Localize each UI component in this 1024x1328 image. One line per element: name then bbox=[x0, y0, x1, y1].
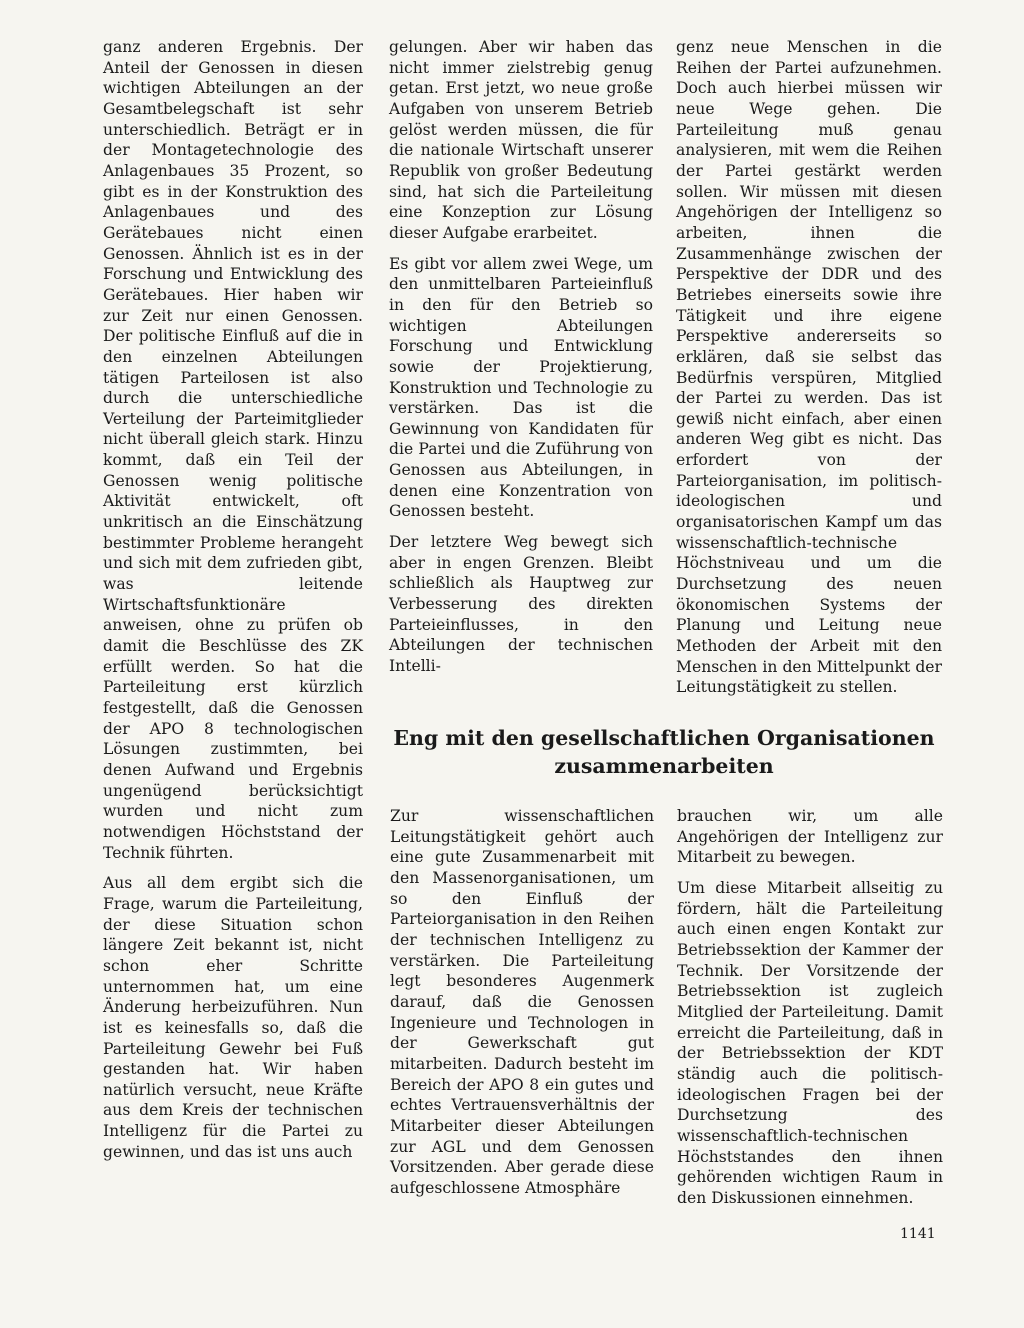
paragraph: Zur wissenschaftlichen Leitungstätigkeit gehört auch eine gute Zusammenarbeit mit den Massenorganisationen, um so den Einfluß der Parteiorganisation in den Reihen der technischen Intelligenz zu verstärken. Die Parteileitung legt besonderes Augenmerk darauf, daß die Genossen Ingenieure und Technologen in der Gewerkschaft gut mitarbeiten. Dadurch besteht im Bereich der APO 8 ein gutes und echtes Vertrauensverhältnis der Mitarbeiter dieser Abteilungen zur AGL und dem Genossen Vorsitzenden. Aber gerade diese aufgeschlossene Atmosphäre bbox=[390, 807, 654, 1197]
paragraph: Der letztere Weg bewegt sich aber in engen Grenzen. Bleibt schließlich als Hauptweg zur Verbesserung des direkten Parteieinflusses, in den Abteilungen der technischen Intelli- bbox=[389, 533, 653, 676]
paragraph: genz neue Menschen in die Reihen der Partei aufzunehmen. Doch auch hierbei müssen wir neue Wege gehen. Die Parteileitung muß genau analysieren, mit wem die Reihen der Partei gestärkt werden sollen. Wir müssen mit diesen Angehörigen der Intelligenz so arbeiten, ihnen die Zusammenhänge zwischen der Perspektive der DDR und des Betriebes einerseits sowie ihre Tätigkeit und ihre eigene Perspektive andererseits so erklären, daß sie selbst das Bedürfnis verspüren, Mitglied der Partei zu werden. Das ist gewiß nicht einfach, aber einen anderen Weg gibt es nicht. Das erfordert von der Parteiorganisation, im politisch-ideologischen und organisatorischen Kampf um das wissenschaftlich-technische Höchstniveau und um die Durchsetzung des neuen ökonomischen Systems der Planung und Leitung neue Methoden der Arbeit mit den Menschen in den Mittelpunkt der Leitungstätigkeit zu stellen. bbox=[676, 38, 942, 697]
paragraph: Um diese Mitarbeit allseitig zu fördern, hält die Parteileitung auch einen engen Kontakt zur Betriebssektion der Kammer der Technik. Der Vorsitzende der Betriebssektion ist zugleich Mitglied der Parteileitung. Damit erreicht die Parteileitung, daß in der Betriebssektion der KDT ständig auch die politisch-ideologischen Fragen bei der Durchsetzung des wissenschaftlich-technischen Höchststandes den ihnen gehörenden wichtigen Raum in den Diskussionen einnehmen. bbox=[677, 878, 943, 1207]
page-number: 1141 bbox=[900, 1226, 936, 1242]
text-column-1 bbox=[103, 37, 363, 1162]
text-column-3 bbox=[676, 37, 942, 698]
paragraph: ganz anderen Ergebnis. Der Anteil der Genossen in diesen wichtigen Abteilungen an der Gesamtbelegschaft ist sehr unterschiedlich. Beträgt er in der Montagetechnologie des Anlagenbaues 35 Prozent, so gibt es in der Konstruktion des Anlagenbaues und des Gerätebaues nicht einen Genossen. Ähnlich ist es in der Forschung und Entwicklung des Gerätebaues. Hier haben wir zur Zeit nur einen Genossen. Der politische Einfluß auf die in den einzelnen Abteilungen tätigen Parteilosen ist also durch die unterschiedliche Verteilung der Parteimitglieder nicht überall gleich stark. Hinzu kommt, daß ein Teil der Genossen wenig politische Aktivität entwickelt, oft unkritisch an die Einschätzung bestimmter Probleme herangeht und sich mit dem zufrieden gibt, was leitende Wirtschaftsfunktionäre anweisen, ohne zu prüfen ob damit die Beschlüsse des ZK erfüllt werden. So hat die Parteileitung erst kürzlich festgestellt, daß die Genossen der APO 8 technologischen Lösungen zustimmten, bei denen Aufwand und Ergebnis ungenügend berücksichtigt wurden und nicht zum notwendigen Höchststand der Technik führten. bbox=[103, 38, 363, 862]
paragraph: gelungen. Aber wir haben das nicht immer zielstrebig genug getan. Erst jetzt, wo neue große Aufgaben von unserem Betrieb gelöst werden müssen, die für die nationale Wirtschaft unserer Republik von großer Bedeutung sind, hat sich die Parteileitung eine Konzeption zur Lösung dieser Aufgabe erarbeitet. bbox=[389, 38, 653, 242]
paragraph: Aus all dem ergibt sich die Frage, warum die Parteileitung, der diese Situation schon längere Zeit bekannt ist, nicht schon eher Schritte unternommen hat, um eine Änderung herbeizuführen. Nun ist es keinesfalls so, daß die Parteileitung Gewehr bei Fuß gestanden hat. Wir haben natürlich versucht, neue Kräfte aus dem Kreis der technischen Intelligenz für die Partei zu gewinnen, und das ist uns auch bbox=[103, 874, 363, 1161]
paragraph: Es gibt vor allem zwei Wege, um den unmittelbaren Parteieinfluß in den für den Betrieb so wichtigen Abteilungen Forschung und Entwicklung sowie der Projektierung, Konstruktion und Technologie zu verstärken. Das ist die Gewinnung von Kandidaten für die Partei und die Zuführung von Genossen aus Abteilungen, in denen eine Konzentration von Genossen besteht. bbox=[389, 254, 653, 521]
text-column-5 bbox=[677, 806, 943, 1208]
text-column-2 bbox=[389, 37, 653, 677]
paragraph: brauchen wir, um alle Angehörigen der Intelligenz zur Mitarbeit zu bewegen. bbox=[677, 807, 943, 867]
section-heading: Eng mit den gesellschaftlichen Organisationen zusammenarbeiten bbox=[393, 726, 935, 778]
text-column-4 bbox=[390, 806, 654, 1198]
